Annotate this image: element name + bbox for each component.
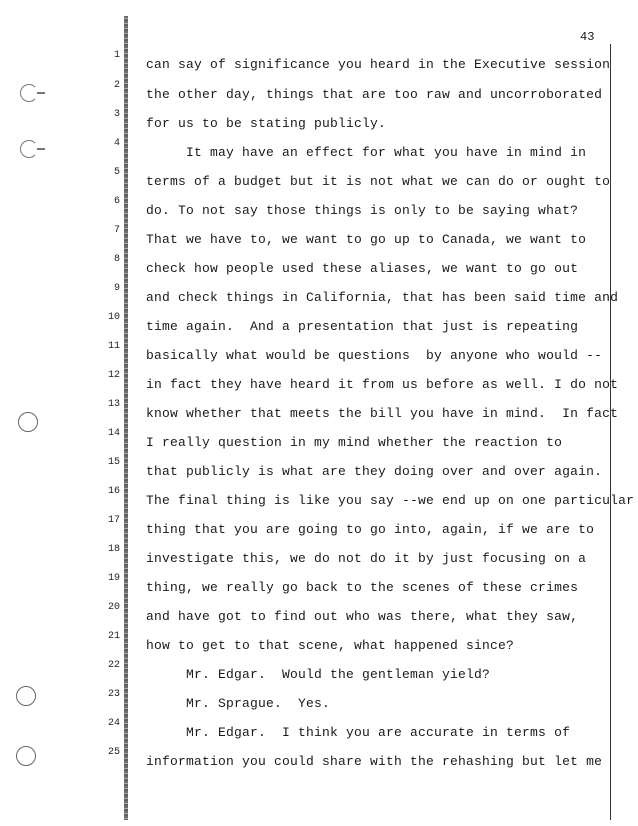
line-number: 14: [107, 428, 120, 439]
line-number: 2: [113, 80, 120, 91]
line-number: 4: [113, 138, 120, 149]
transcript-line: can say of significance you heard in the Executive session: [146, 57, 611, 72]
page-number: 43: [580, 30, 595, 44]
line-number: 8: [113, 254, 120, 265]
transcript-line: check how people used these aliases, we want to go out: [146, 261, 579, 276]
right-margin-rule: [610, 44, 611, 820]
transcript-line: It may have an effect for what you have in mind in: [146, 145, 587, 160]
binder-hole-c-shape: [20, 84, 38, 102]
binder-hole: [16, 746, 36, 766]
binder-hole: [18, 412, 38, 432]
line-number: 10: [107, 312, 120, 323]
line-number: 20: [107, 602, 120, 613]
transcript-line: I really question in my mind whether the reaction to: [146, 435, 563, 450]
line-number: 15: [107, 457, 120, 468]
transcript-line: know whether that meets the bill you have in mind. In fact: [146, 406, 619, 421]
line-number: 6: [113, 196, 120, 207]
line-number: 17: [107, 515, 120, 526]
line-number: 3: [113, 109, 120, 120]
transcript-line: for us to be stating publicly.: [146, 116, 387, 131]
line-number: 25: [107, 747, 120, 758]
line-number: 5: [113, 167, 120, 178]
binder-hole: [16, 686, 36, 706]
transcript-line: and check things in California, that has been said time and: [146, 290, 619, 305]
line-number: 18: [107, 544, 120, 555]
line-number: 11: [107, 341, 120, 352]
transcript-line: Mr. Sprague. Yes.: [146, 696, 331, 711]
line-number: 22: [107, 660, 120, 671]
transcript-line: terms of a budget but it is not what we can do or ought to: [146, 174, 611, 189]
transcript-line: Mr. Edgar. I think you are accurate in terms of: [146, 725, 571, 740]
transcript-line: basically what would be questions by anyone who would --: [146, 348, 603, 363]
line-number: 16: [107, 486, 120, 497]
line-number: 21: [107, 631, 120, 642]
line-number: 7: [113, 225, 120, 236]
transcript-line: Mr. Edgar. Would the gentleman yield?: [146, 667, 491, 682]
line-number: 13: [107, 399, 120, 410]
line-number: 24: [107, 718, 120, 729]
transcript-line: time again. And a presentation that just is repeating: [146, 319, 579, 334]
line-number: 23: [107, 689, 120, 700]
transcript-line: how to get to that scene, what happened since?: [146, 638, 515, 653]
binder-hole-c-shape: [20, 140, 38, 158]
transcript-line: thing, we really go back to the scenes of these crimes: [146, 580, 579, 595]
transcript-line: The final thing is like you say --we end up on one particular: [146, 493, 635, 508]
left-margin-rule: [124, 16, 128, 820]
transcript-line: the other day, things that are too raw and uncorroborated: [146, 87, 603, 102]
transcript-line: That we have to, we want to go up to Canada, we want to: [146, 232, 587, 247]
transcript-line: do. To not say those things is only to be saying what?: [146, 203, 579, 218]
line-number: 19: [107, 573, 120, 584]
line-number: 1: [113, 50, 120, 61]
transcript-line: that publicly is what are they doing over and over again.: [146, 464, 603, 479]
transcript-line: investigate this, we do not do it by just focusing on a: [146, 551, 587, 566]
transcript-line: thing that you are going to go into, again, if we are to: [146, 522, 595, 537]
transcript-line: in fact they have heard it from us before as well. I do not: [146, 377, 619, 392]
line-number: 12: [107, 370, 120, 381]
transcript-line: and have got to find out who was there, what they saw,: [146, 609, 579, 624]
line-number: 9: [113, 283, 120, 294]
transcript-line: information you could share with the rehashing but let me: [146, 754, 603, 769]
